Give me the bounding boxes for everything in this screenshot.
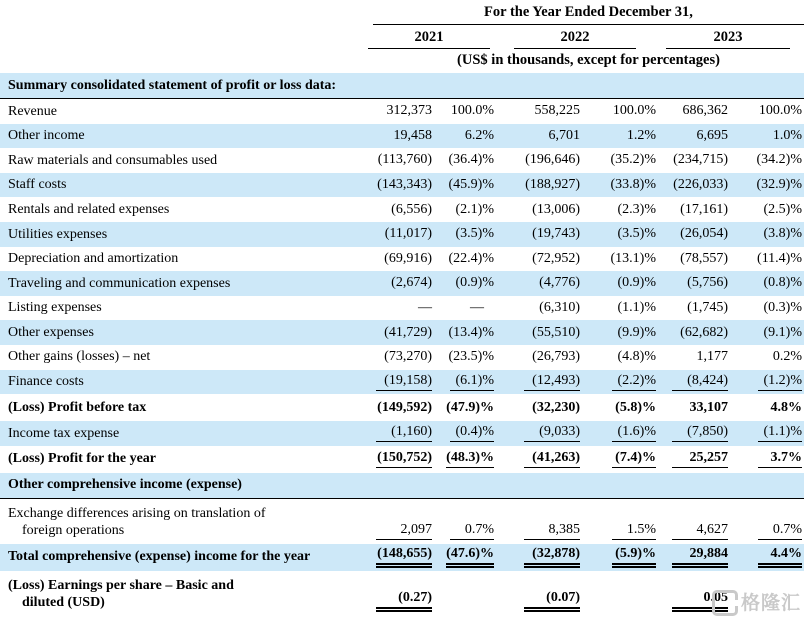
amount-2023-cell: 33,107 — [689, 399, 728, 415]
amount-2021-cell: (113,760) — [377, 152, 432, 168]
amount-2023-cell: (26,054) — [680, 226, 728, 242]
amount-2022-cell: (41,263) — [494, 450, 580, 468]
percent-2022-cell: (5.9)% — [580, 546, 656, 568]
amount-2022-cell: (19,743) — [532, 226, 580, 242]
percent-2022-cell: (7.4)% — [580, 450, 656, 468]
amount-2022-cell: (26,793) — [532, 349, 580, 365]
percent-2021-cell: (13.4)% — [448, 324, 494, 340]
header-spacer — [0, 49, 373, 72]
percent-2023-cell: (11.4)% — [757, 250, 802, 266]
amount-2022-cell: (196,646) — [525, 152, 580, 168]
amount-2021-cell: 312,373 — [386, 103, 432, 119]
percent-2023-cell — [728, 78, 802, 94]
year-column-2021: 2021 — [368, 25, 490, 49]
amount-2021-cell: (11,017) — [384, 226, 432, 242]
table-row — [0, 222, 804, 247]
amount-2022-cell: (0.07) — [494, 590, 580, 612]
amount-2023-cell: (78,557) — [680, 250, 728, 266]
percent-2022-cell: 100.0% — [612, 103, 656, 119]
percent-2022-cell: (1.6)% — [580, 424, 656, 442]
percent-2022-cell: (33.8)% — [610, 177, 656, 193]
amount-2022-cell: (72,952) — [532, 250, 580, 266]
amount-2023-cell: (5,756) — [687, 275, 728, 291]
amount-2022-cell: 8,385 — [494, 522, 580, 540]
table-row — [0, 345, 804, 370]
amount-2022-cell: (32,230) — [532, 399, 580, 415]
percent-2023-cell: (32.9)% — [756, 177, 802, 193]
percent-2021-cell — [432, 477, 494, 493]
amount-2021-cell: (148,655) — [368, 546, 432, 568]
amount-2021-cell: (150,752) — [368, 450, 432, 468]
year-column-2022: 2022 — [514, 25, 636, 49]
amount-2022-cell: (55,510) — [532, 324, 580, 340]
amount-2022-cell: (9,033) — [494, 424, 580, 442]
amount-2021-cell: 19,458 — [393, 127, 432, 143]
amount-2022-cell — [494, 477, 580, 493]
amount-2023-cell: 6,695 — [696, 127, 728, 143]
percent-2023-cell: (2.5)% — [763, 201, 802, 217]
watermark-brand-text: 格隆汇 — [740, 592, 801, 614]
percent-2022-cell: 1.2% — [626, 127, 656, 143]
table-row — [0, 499, 804, 544]
percent-2023-cell: 4.4% — [728, 546, 802, 568]
percent-2022-cell: (3.5)% — [617, 226, 656, 242]
amount-2023-cell: (7,850) — [656, 424, 728, 442]
percent-2023-cell: 100.0% — [758, 103, 802, 119]
percent-2022-cell: 1.5% — [580, 522, 656, 540]
amount-2022-cell: (12,493) — [494, 373, 580, 391]
percent-2022-cell: (2.2)% — [580, 373, 656, 391]
amount-2023-cell: (17,161) — [680, 201, 728, 217]
table-row — [0, 370, 804, 395]
row-label: Income tax expense — [8, 425, 120, 441]
amount-2022-cell: 558,225 — [534, 103, 580, 119]
amount-2022-cell: 6,701 — [548, 127, 580, 143]
percent-2021-cell: (22.4)% — [448, 250, 494, 266]
amount-2022-cell: (13,006) — [532, 201, 580, 217]
row-label: Other income — [8, 128, 85, 144]
table-row — [0, 320, 804, 345]
row-label: Listing expenses — [8, 300, 102, 316]
amount-2021-cell: (69,916) — [384, 250, 432, 266]
units-note-row — [0, 49, 804, 72]
units-note: (US$ in thousands, except for percentages) — [457, 52, 720, 68]
table-row — [0, 446, 804, 473]
percent-2022-cell: (1.1)% — [617, 300, 656, 316]
period-title-row — [0, 4, 804, 25]
amount-2023-cell: 0.05 — [656, 590, 728, 612]
table-row — [0, 271, 804, 296]
percent-2023-cell: (3.8)% — [763, 226, 802, 242]
row-label: Other comprehensive income (expense) — [8, 477, 242, 493]
percent-2022-cell: (35.2)% — [610, 152, 656, 168]
table-row — [0, 421, 804, 446]
amount-2023-cell: (226,033) — [673, 177, 728, 193]
percent-2021-cell: — — [470, 300, 484, 316]
percent-2023-cell: (0.3)% — [763, 300, 802, 316]
percent-2022-cell: (4.8)% — [617, 349, 656, 365]
percent-2021-cell: (2.1)% — [455, 201, 494, 217]
row-label: Staff costs — [8, 177, 67, 193]
percent-2023-cell — [728, 477, 802, 493]
row-label: (Loss) Earnings per share – Basic and diluted (USD) — [8, 577, 234, 611]
row-label: Utilities expenses — [8, 226, 108, 242]
percent-2021-cell: (48.3)% — [432, 450, 494, 468]
amount-2021-cell: (1,160) — [368, 424, 432, 442]
period-title: For the Year Ended December 31, — [373, 4, 804, 25]
table-row — [0, 197, 804, 222]
amount-2023-cell — [656, 477, 728, 493]
amount-2021-cell: (149,592) — [377, 399, 432, 415]
table-row — [0, 124, 804, 149]
table-row — [0, 73, 804, 99]
row-label: Other expenses — [8, 324, 94, 340]
table-row — [0, 99, 804, 124]
amount-2021-cell — [368, 78, 432, 94]
percent-2022-cell — [580, 477, 656, 493]
percent-2021-cell: 100.0% — [450, 103, 494, 119]
table-row — [0, 473, 804, 499]
percent-2021-cell: (47.6)% — [432, 546, 494, 568]
amount-2023-cell: (234,715) — [673, 152, 728, 168]
amount-2022-cell — [494, 78, 580, 94]
percent-2023-cell: (1.1)% — [728, 424, 802, 442]
percent-2023-cell: 0.7% — [728, 522, 802, 540]
amount-2023-cell: 25,257 — [656, 450, 728, 468]
percent-2021-cell: (45.9)% — [448, 177, 494, 193]
amount-2023-cell: 1,177 — [696, 349, 728, 365]
amount-2021-cell: (0.27) — [368, 590, 432, 612]
amount-2021-cell: (73,270) — [384, 349, 432, 365]
amount-2023-cell: 29,884 — [656, 546, 728, 568]
table-row — [0, 394, 804, 421]
table-row — [0, 571, 804, 616]
percent-2021-cell: (23.5)% — [448, 349, 494, 365]
amount-2021-cell: 2,097 — [368, 522, 432, 540]
amount-2021-cell: (6,556) — [391, 201, 432, 217]
row-label: (Loss) Profit for the year — [8, 451, 156, 467]
percent-2022-cell — [580, 78, 656, 94]
percent-2021-cell: 6.2% — [464, 127, 494, 143]
percent-2023-cell: (9.1)% — [763, 324, 802, 340]
table-row — [0, 296, 804, 321]
row-label: Other gains (losses) – net — [8, 349, 151, 365]
amount-2023-cell: (1,745) — [687, 300, 728, 316]
percent-2022-cell: (5.8)% — [615, 399, 656, 415]
amount-2022-cell: (4,776) — [539, 275, 580, 291]
percent-2023-cell: 3.7% — [728, 450, 802, 468]
table-row — [0, 544, 804, 571]
percent-2022-cell — [580, 596, 656, 612]
year-column-2023: 2023 — [666, 25, 790, 49]
row-label: Exchange differences arising on translation of foreign operations — [8, 505, 266, 539]
row-label: Finance costs — [8, 374, 84, 390]
amount-2023-cell: (62,682) — [680, 324, 728, 340]
table-row — [0, 173, 804, 198]
amount-2021-cell: (19,158) — [368, 373, 432, 391]
gelonghui-g-icon — [712, 590, 738, 616]
percent-2023-cell: (34.2)% — [756, 152, 802, 168]
percent-2021-cell: (0.9)% — [455, 275, 494, 291]
row-label: Total comprehensive (expense) income for the year — [8, 549, 311, 565]
table-row — [0, 247, 804, 272]
percent-2021-cell: (36.4)% — [448, 152, 494, 168]
amount-2023-cell — [656, 78, 728, 94]
table-header — [0, 4, 804, 72]
amount-2021-cell: — — [418, 300, 432, 316]
gelonghui-watermark — [712, 590, 801, 616]
percent-2022-cell: (9.9)% — [617, 324, 656, 340]
row-label: Rentals and related expenses — [8, 201, 170, 217]
percent-2021-cell: 0.7% — [432, 522, 494, 540]
header-spacer — [0, 25, 368, 49]
row-label: Depreciation and amortization — [8, 251, 179, 267]
amount-2023-cell: 686,362 — [682, 103, 728, 119]
percent-2021-cell: (6.1)% — [432, 373, 494, 391]
amount-2021-cell: (2,674) — [391, 275, 432, 291]
table-row — [0, 148, 804, 173]
percent-2022-cell: (0.9)% — [617, 275, 656, 291]
year-columns-row — [0, 25, 804, 49]
percent-2023-cell: 0.2% — [772, 349, 802, 365]
percent-2021-cell: (0.4)% — [432, 424, 494, 442]
amount-2023-cell: 4,627 — [656, 522, 728, 540]
percent-2023-cell: (1.2)% — [728, 373, 802, 391]
row-label: Revenue — [8, 103, 57, 119]
amount-2022-cell: (32,878) — [494, 546, 580, 568]
percent-2022-cell: (13.1)% — [610, 250, 656, 266]
percent-2021-cell — [432, 78, 494, 94]
percent-2021-cell: (3.5)% — [455, 226, 494, 242]
row-label: Raw materials and consumables used — [8, 152, 218, 168]
amount-2021-cell: (143,343) — [377, 177, 432, 193]
amount-2023-cell: (8,424) — [656, 373, 728, 391]
percent-2022-cell: (2.3)% — [617, 201, 656, 217]
percent-2021-cell — [432, 596, 494, 612]
percent-2023-cell: (0.8)% — [763, 275, 802, 291]
percent-2021-cell: (47.9)% — [446, 399, 494, 415]
amount-2022-cell: (188,927) — [525, 177, 580, 193]
row-label: Summary consolidated statement of profit or loss data: — [8, 77, 337, 93]
statement-table-body — [0, 73, 804, 616]
percent-2023-cell: 1.0% — [772, 127, 802, 143]
amount-2022-cell: (6,310) — [539, 300, 580, 316]
percent-2023-cell: 4.8% — [770, 399, 802, 415]
amount-2021-cell — [368, 477, 432, 493]
row-label: Traveling and communication expenses — [8, 275, 231, 291]
header-spacer — [0, 4, 373, 25]
row-label: (Loss) Profit before tax — [8, 399, 147, 415]
amount-2021-cell: (41,729) — [384, 324, 432, 340]
